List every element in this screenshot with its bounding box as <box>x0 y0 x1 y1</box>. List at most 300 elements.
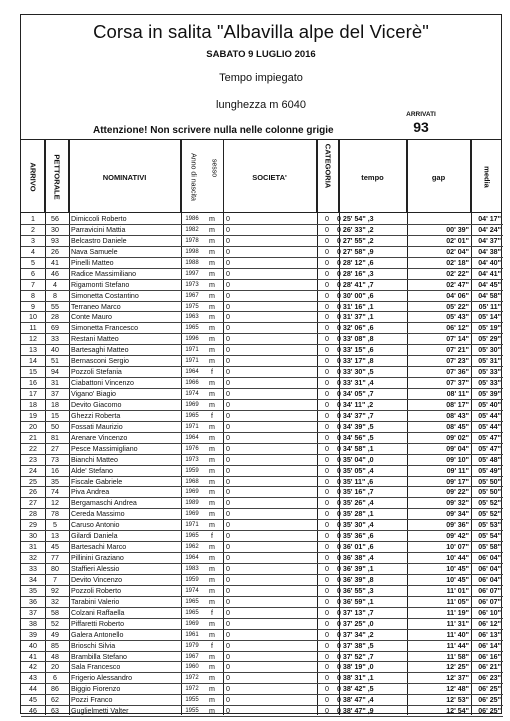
cell-media: 05' 48" <box>478 455 501 464</box>
table-row <box>21 258 503 269</box>
cell-cat: 0 <box>325 532 329 541</box>
cell-soc: 0 <box>226 608 230 617</box>
cell-cat: 0 <box>325 641 329 650</box>
cell-cat: 0 <box>325 225 329 234</box>
cell-nome: Arenare Vincenzo <box>71 433 128 442</box>
cell-gap: 02' 01" <box>446 236 469 245</box>
cell-gap: 11' 31" <box>446 619 469 628</box>
cell-media: 06' 21" <box>478 663 501 672</box>
cell-tempo: 0 34' 58" ,1 <box>337 444 374 453</box>
cell-soc: 0 <box>226 586 230 595</box>
table-row <box>21 334 503 345</box>
table-row <box>21 477 503 488</box>
cell-cat: 0 <box>325 357 329 366</box>
cell-media: 05' 49" <box>478 466 501 475</box>
cell-anno: 1967 <box>185 292 199 299</box>
cell-soc: 0 <box>226 565 230 573</box>
cell-tempo: 0 27' 58" ,9 <box>337 247 374 256</box>
cell-gap: 09' 34" <box>446 510 469 519</box>
col-arrivo-label: ARRIVO <box>28 161 37 192</box>
cell-cat: 0 <box>325 652 329 661</box>
cell-anno: 1969 <box>185 511 199 518</box>
cell-tempo: 0 33' 15" ,6 <box>337 346 374 355</box>
cell-arr: 6 <box>31 269 35 278</box>
table-row <box>21 323 503 334</box>
cell-pet: 58 <box>51 608 59 617</box>
cell-gap: 12' 48" <box>446 685 469 694</box>
cell-soc: 0 <box>226 291 230 300</box>
cell-sex: m <box>209 565 215 573</box>
cell-soc: 0 <box>226 466 230 475</box>
cell-cat: 0 <box>325 510 329 519</box>
cell-anno: 1964 <box>185 369 199 376</box>
cell-nome: Brioschi Silvia <box>71 641 116 650</box>
cell-arr: 32 <box>29 554 37 563</box>
cell-gap: 08' 45" <box>446 422 469 431</box>
cell-sex: m <box>209 619 215 628</box>
cell-soc: 0 <box>226 324 230 333</box>
cell-cat: 0 <box>325 663 329 672</box>
cell-cat: 0 <box>325 477 329 486</box>
cell-anno: 1967 <box>185 653 199 660</box>
cell-sex: m <box>209 444 215 453</box>
cell-gap: 06' 12" <box>446 324 469 333</box>
col-nominativi-label: NOMINATIVI <box>102 173 147 182</box>
cell-arr: 43 <box>29 674 37 683</box>
cell-soc: 0 <box>226 346 230 355</box>
table-row <box>21 662 503 673</box>
cell-cat: 0 <box>325 379 329 388</box>
cell-anno: 1982 <box>185 226 199 233</box>
cell-nome: Frigerio Alessandro <box>71 674 133 683</box>
cell-tempo: 0 34' 37" ,7 <box>337 411 374 420</box>
cell-soc: 0 <box>226 433 230 442</box>
cell-arr: 27 <box>29 499 37 508</box>
cell-media: 05' 53" <box>478 521 501 530</box>
cell-anno: 1963 <box>185 314 199 321</box>
cell-pet: 33 <box>51 335 59 344</box>
cell-sex: m <box>209 696 215 705</box>
cell-nome: Ghezzi Roberta <box>71 411 121 420</box>
cell-media: 05' 52" <box>478 510 501 519</box>
cell-cat: 0 <box>325 433 329 442</box>
cell-gap: 02' 04" <box>446 247 469 256</box>
cell-cat: 0 <box>325 302 329 311</box>
cell-arr: 45 <box>29 696 37 705</box>
cell-gap: 11' 40" <box>446 630 469 639</box>
cell-media: 04' 58" <box>478 291 501 300</box>
cell-media: 06' 14" <box>478 641 501 650</box>
cell-gap: 09' 32" <box>446 499 469 508</box>
cell-pet: 48 <box>51 652 59 661</box>
cell-soc: 0 <box>226 543 230 552</box>
cell-gap: 12' 53" <box>446 696 469 705</box>
cell-gap: 07' 23" <box>446 357 469 366</box>
cell-tempo: 0 31' 16" ,1 <box>337 302 374 311</box>
col-pettorale <box>45 140 69 213</box>
cell-sex: m <box>209 663 215 672</box>
cell-media: 04' 38" <box>478 247 501 256</box>
table-row <box>21 236 503 247</box>
table-row <box>21 466 503 477</box>
table-row <box>21 378 503 389</box>
race-length: lunghezza m 6040 <box>216 99 306 111</box>
cell-pet: 74 <box>51 488 59 497</box>
cell-gap: 05' 43" <box>446 313 469 322</box>
cell-media: 04' 37" <box>478 236 501 245</box>
cell-arr: 34 <box>29 575 37 584</box>
cell-arr: 26 <box>29 488 37 497</box>
cell-nome: Sala Francesco <box>71 663 121 672</box>
cell-tempo: 0 36' 39" ,8 <box>337 575 374 584</box>
cell-media: 06' 07" <box>478 597 501 606</box>
cell-gap: 07' 14" <box>446 335 469 344</box>
cell-tempo: 0 36' 38" ,4 <box>337 554 374 563</box>
cell-arr: 41 <box>29 652 37 661</box>
cell-nome: Guglielmetti Valter <box>71 707 129 716</box>
cell-sex: m <box>209 390 215 398</box>
cell-cat: 0 <box>325 324 329 333</box>
cell-cat: 0 <box>325 258 329 267</box>
cell-soc: 0 <box>226 510 230 519</box>
cell-pet: 5 <box>53 521 57 530</box>
cell-cat: 0 <box>325 488 329 497</box>
cell-sex: m <box>209 280 215 289</box>
cell-cat: 0 <box>325 586 329 595</box>
cell-tempo: 0 28' 16" ,3 <box>337 269 374 278</box>
cell-pet: 80 <box>51 565 59 573</box>
cell-sex: f <box>211 641 213 650</box>
table-row <box>21 498 503 509</box>
table-row <box>21 630 503 641</box>
cell-cat: 0 <box>325 335 329 344</box>
cell-soc: 0 <box>226 258 230 267</box>
cell-pet: 37 <box>51 390 59 398</box>
cell-soc: 0 <box>226 641 230 650</box>
cell-soc: 0 <box>226 663 230 672</box>
cell-nome: Piva Andrea <box>71 488 110 497</box>
cell-tempo: 0 35' 30" ,4 <box>337 521 374 530</box>
cell-arr: 14 <box>29 357 37 366</box>
cell-tempo: 0 37' 52" ,7 <box>337 652 374 661</box>
table-row <box>21 520 503 531</box>
cell-tempo: 0 35' 04" ,0 <box>337 455 374 464</box>
cell-gap: 10' 07" <box>446 543 469 552</box>
cell-media: 06' 04" <box>478 554 501 563</box>
cell-soc: 0 <box>226 597 230 606</box>
cell-cat: 0 <box>325 236 329 245</box>
cell-media: 06' 04" <box>478 575 501 584</box>
cell-anno: 1983 <box>185 566 199 572</box>
col-gap-label: gap <box>431 173 446 182</box>
cell-anno: 1975 <box>185 303 199 310</box>
results-sheet <box>20 14 502 714</box>
cell-pet: 62 <box>51 696 59 705</box>
cell-arr: 13 <box>29 346 37 355</box>
cell-gap: 09' 10" <box>446 455 469 464</box>
race-date: SABATO 9 LUGLIO 2016 <box>206 49 316 60</box>
cell-pet: 20 <box>51 663 59 672</box>
cell-pet: 32 <box>51 597 59 606</box>
cell-pet: 73 <box>51 455 59 464</box>
table-row <box>21 367 503 378</box>
cell-soc: 0 <box>226 455 230 464</box>
cell-anno: 1965 <box>185 412 199 419</box>
cell-sex: m <box>209 575 215 584</box>
cell-soc: 0 <box>226 215 230 223</box>
cell-arr: 29 <box>29 521 37 530</box>
cell-arr: 28 <box>29 510 37 519</box>
cell-anno: 1997 <box>185 270 199 277</box>
cell-arr: 3 <box>31 236 35 245</box>
table-row <box>21 542 503 553</box>
cell-arr: 17 <box>29 390 37 398</box>
cell-sex: m <box>209 630 215 639</box>
cell-media: 05' 33" <box>478 379 501 388</box>
cell-arr: 15 <box>29 368 37 377</box>
cell-gap: 09' 17" <box>446 477 469 486</box>
cell-pet: 49 <box>51 630 59 639</box>
cell-cat: 0 <box>325 597 329 606</box>
table-row <box>21 586 503 597</box>
cell-media: 05' 54" <box>478 532 501 541</box>
cell-arr: 23 <box>29 455 37 464</box>
cell-arr: 4 <box>31 247 35 256</box>
cell-media: 05' 11" <box>478 302 501 311</box>
cell-anno: 1986 <box>185 216 199 222</box>
cell-pet: 85 <box>51 641 59 650</box>
cell-sex: f <box>211 532 213 541</box>
cell-sex: m <box>209 236 215 245</box>
cell-anno: 1969 <box>185 489 199 496</box>
cell-media: 04' 45" <box>478 280 501 289</box>
col-anno-label: Anno di nascita <box>189 152 197 201</box>
col-media-label: media <box>482 165 492 188</box>
cell-media: 06' 07" <box>478 586 501 595</box>
cell-soc: 0 <box>226 685 230 694</box>
cell-nome: Belcastro Daniele <box>71 236 127 245</box>
cell-arr: 1 <box>31 215 35 223</box>
cell-cat: 0 <box>325 685 329 694</box>
cell-media: 05' 30" <box>478 346 501 355</box>
cell-tempo: 0 37' 13" ,7 <box>337 608 374 617</box>
table-row <box>21 509 503 520</box>
cell-tempo: 0 35' 36" ,6 <box>337 532 374 541</box>
cell-cat: 0 <box>325 346 329 355</box>
subtitle: Tempo impiegato <box>219 72 303 84</box>
cell-sex: m <box>209 400 215 409</box>
cell-tempo: 0 37' 34" ,2 <box>337 630 374 639</box>
cell-gap: 09' 22" <box>446 488 469 497</box>
cell-gap: 12' 37" <box>446 674 469 683</box>
table-row <box>21 684 503 695</box>
cell-tempo: 0 34' 05" ,7 <box>337 390 374 398</box>
cell-sex: m <box>209 510 215 519</box>
cell-nome: Nava Samuele <box>71 247 118 256</box>
cell-gap: 11' 44" <box>446 641 469 650</box>
table-row <box>21 619 503 630</box>
cell-anno: 1959 <box>185 467 199 474</box>
cell-nome: Conte Mauro <box>71 313 113 322</box>
cell-sex: m <box>209 674 215 683</box>
cell-arr: 8 <box>31 291 35 300</box>
cell-arr: 19 <box>29 411 37 420</box>
cell-media: 05' 52" <box>478 499 501 508</box>
cell-anno: 1973 <box>185 456 199 463</box>
cell-anno: 1965 <box>185 325 199 332</box>
cell-tempo: 0 38' 19" ,0 <box>337 663 374 672</box>
cell-cat: 0 <box>325 521 329 530</box>
results-table <box>21 214 503 717</box>
col-categoria <box>317 140 339 213</box>
col-societa <box>223 140 317 213</box>
cell-pet: 16 <box>51 466 59 475</box>
cell-tempo: 0 38' 47" ,4 <box>337 696 374 705</box>
cell-tempo: 0 34' 11" ,2 <box>337 400 374 409</box>
cell-nome: Devito Vincenzo <box>71 575 123 584</box>
cell-media: 05' 47" <box>478 444 501 453</box>
cell-media: 04' 40" <box>478 258 501 267</box>
cell-soc: 0 <box>226 707 230 716</box>
cell-soc: 0 <box>226 422 230 431</box>
cell-gap: 02' 22" <box>446 269 469 278</box>
cell-anno: 1976 <box>185 445 199 452</box>
cell-media: 05' 19" <box>478 324 501 333</box>
cell-gap: 09' 36" <box>446 521 469 530</box>
table-row <box>21 433 503 444</box>
cell-nome: Alde' Stefano <box>71 466 113 475</box>
cell-pet: 63 <box>51 707 59 716</box>
cell-soc: 0 <box>226 357 230 366</box>
cell-cat: 0 <box>325 400 329 409</box>
cell-nome: Radice Massimiliano <box>71 269 137 278</box>
cell-arr: 21 <box>29 433 37 442</box>
cell-anno: 1964 <box>185 555 199 562</box>
table-row <box>21 345 503 356</box>
cell-gap: 10' 45" <box>446 565 469 573</box>
col-pettorale-label: PETTORALE <box>52 153 61 200</box>
cell-nome: Pinelli Matteo <box>71 258 114 267</box>
cell-cat: 0 <box>325 565 329 573</box>
cell-tempo: 0 36' 59" ,1 <box>337 597 374 606</box>
cell-anno: 1971 <box>185 358 199 365</box>
cell-soc: 0 <box>226 368 230 377</box>
cell-soc: 0 <box>226 619 230 628</box>
cell-cat: 0 <box>325 444 329 453</box>
col-anno <box>181 140 205 213</box>
cell-media: 05' 40" <box>478 400 501 409</box>
cell-arr: 20 <box>29 422 37 431</box>
cell-nome: Restani Matteo <box>71 335 119 344</box>
cell-anno: 1979 <box>185 642 199 649</box>
cell-pet: 6 <box>53 674 57 683</box>
cell-anno: 1974 <box>185 587 199 594</box>
cell-cat: 0 <box>325 543 329 552</box>
cell-sex: m <box>209 488 215 497</box>
cell-cat: 0 <box>325 247 329 256</box>
cell-pet: 81 <box>51 433 59 442</box>
cell-tempo: 0 33' 17" ,8 <box>337 357 374 366</box>
table-row <box>21 269 503 280</box>
cell-arr: 16 <box>29 379 37 388</box>
cell-anno: 1988 <box>185 259 199 266</box>
cell-gap: 12' 25" <box>446 663 469 672</box>
cell-cat: 0 <box>325 280 329 289</box>
cell-sex: f <box>211 608 213 617</box>
cell-gap: 08' 11" <box>446 390 469 398</box>
cell-soc: 0 <box>226 313 230 322</box>
table-row <box>21 444 503 455</box>
cell-pet: 7 <box>53 575 57 584</box>
cell-tempo: 0 36' 55" ,3 <box>337 586 374 595</box>
cell-anno: 1964 <box>185 434 199 441</box>
table-row <box>21 553 503 564</box>
cell-gap: 00' 39" <box>446 225 469 234</box>
cell-media: 05' 44" <box>478 411 501 420</box>
cell-anno: 1974 <box>185 391 199 397</box>
cell-nome: Vigano' Biagio <box>71 390 117 398</box>
cell-nome: Bergamaschi Andrea <box>71 499 137 508</box>
cell-gap: 05' 22" <box>446 302 469 311</box>
cell-nome: Rigamonti Stefano <box>71 280 130 289</box>
table-row <box>21 531 503 542</box>
cell-gap: 10' 44" <box>446 554 469 563</box>
cell-arr: 39 <box>29 630 37 639</box>
cell-pet: 45 <box>51 543 59 552</box>
cell-pet: 40 <box>51 346 59 355</box>
cell-pet: 50 <box>51 422 59 431</box>
cell-media: 06' 23" <box>478 674 501 683</box>
cell-sex: m <box>209 652 215 661</box>
cell-nome: Dimiccoli Roberto <box>71 215 127 223</box>
cell-pet: 78 <box>51 510 59 519</box>
cell-soc: 0 <box>226 236 230 245</box>
cell-anno: 1965 <box>185 533 199 540</box>
cell-cat: 0 <box>325 608 329 617</box>
cell-tempo: 0 35' 28" ,1 <box>337 510 374 519</box>
cell-media: 05' 33" <box>478 368 501 377</box>
table-row <box>21 652 503 663</box>
table-row <box>21 225 503 236</box>
cell-cat: 0 <box>325 554 329 563</box>
cell-arr: 33 <box>29 565 37 573</box>
cell-anno: 1961 <box>185 631 199 638</box>
cell-sex: f <box>211 368 213 377</box>
table-row <box>21 411 503 422</box>
cell-gap: 11' 19" <box>446 608 469 617</box>
cell-nome: Staffieri Alessio <box>71 565 120 573</box>
cell-media: 05' 31" <box>478 357 501 366</box>
cell-sex: m <box>209 685 215 694</box>
table-row <box>21 389 503 400</box>
cell-nome: Pozzoli Stefania <box>71 368 122 377</box>
cell-tempo: 0 32' 06" ,6 <box>337 324 374 333</box>
cell-pet: 69 <box>51 324 59 333</box>
table-row <box>21 673 503 684</box>
cell-sex: f <box>211 411 213 420</box>
cell-anno: 1971 <box>185 522 199 529</box>
table-row <box>21 608 503 619</box>
cell-tempo: 0 30' 00" ,6 <box>337 291 374 300</box>
cell-tempo: 0 28' 12" ,6 <box>337 258 374 267</box>
arrivati-label: ARRIVATI <box>406 111 436 118</box>
cell-soc: 0 <box>226 269 230 278</box>
cell-cat: 0 <box>325 619 329 628</box>
cell-pet: 27 <box>51 444 59 453</box>
cell-pet: 46 <box>51 269 59 278</box>
page-title: Corsa in salita "Albavilla alpe del Vicerè" <box>93 21 429 42</box>
cell-tempo: 0 35' 05" ,4 <box>337 466 374 475</box>
